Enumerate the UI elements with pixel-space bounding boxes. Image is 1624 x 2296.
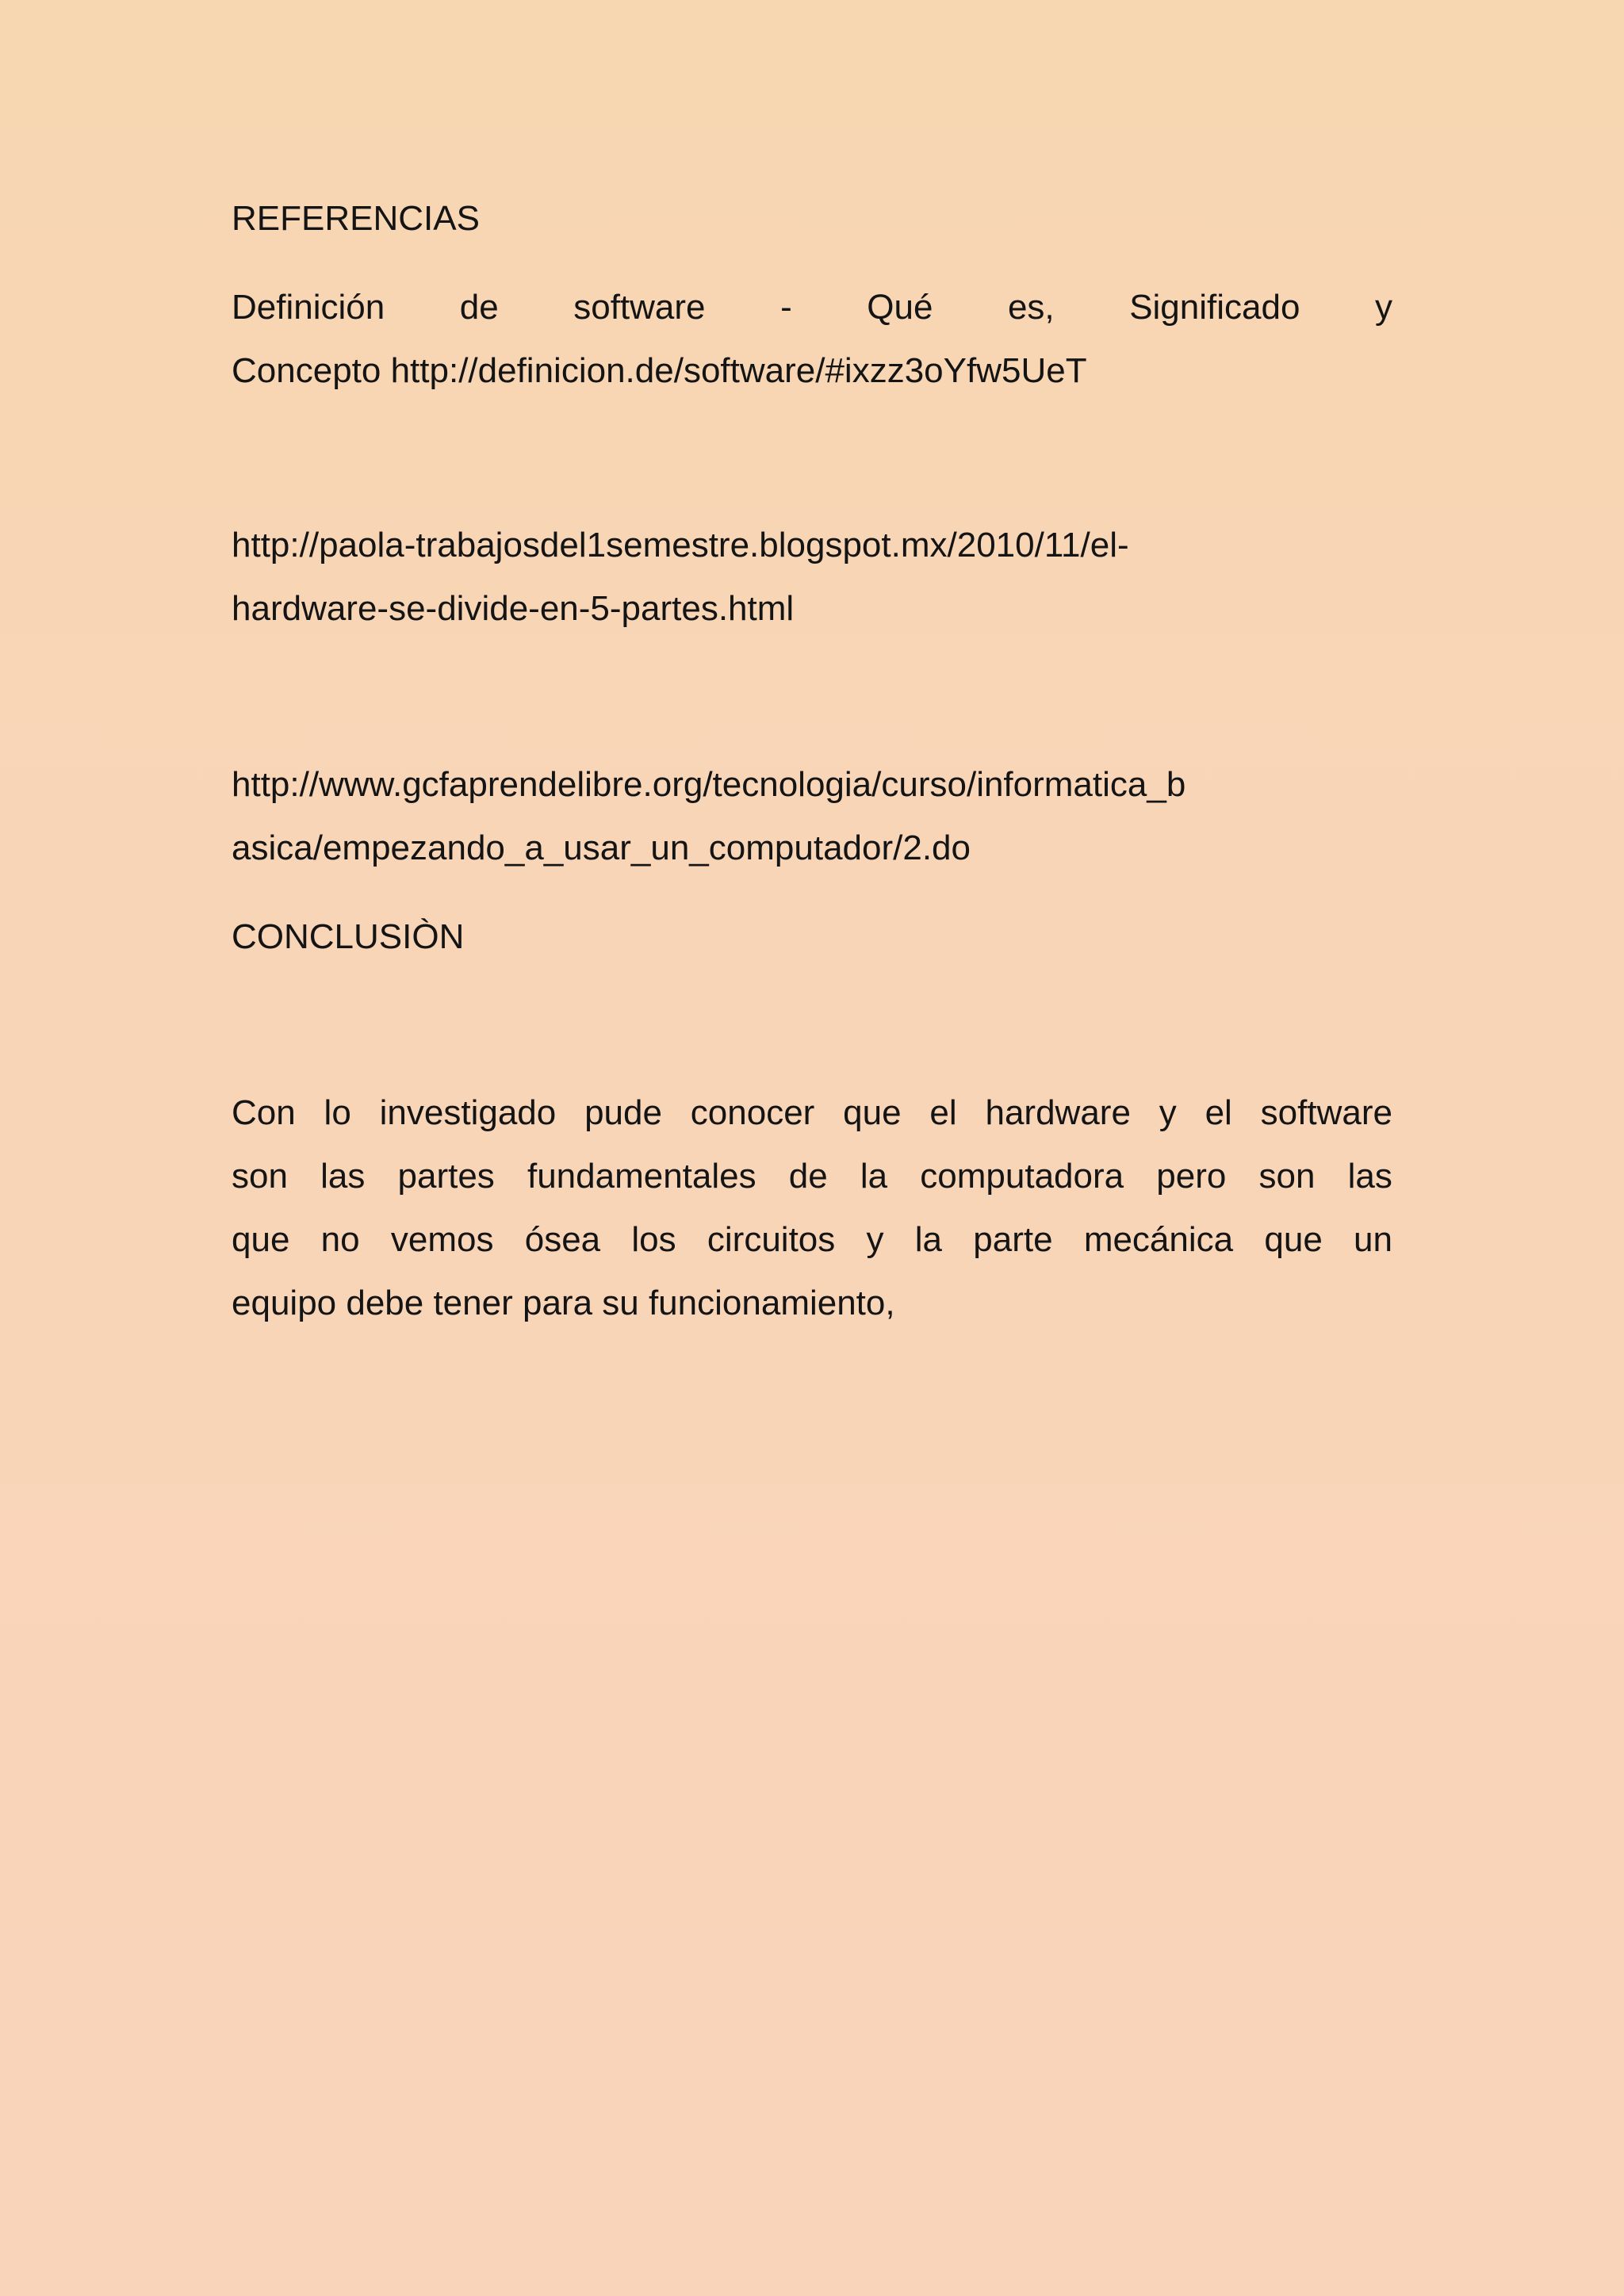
reference-item-2-line-1: http://paola-trabajosdel1semestre.blogspot.mx/2010/11/el- [232,526,1129,564]
ref1-word: y [1374,288,1392,327]
conclusion-word: son [232,1157,288,1196]
ref1-word: Definición [232,288,385,327]
conclusion-word: el [1205,1093,1232,1132]
conclusion-word: software [1260,1093,1392,1132]
conclusion-word: los [631,1220,676,1259]
conclusion-word: circuitos [707,1220,836,1259]
conclusion-word: no [320,1220,360,1259]
conclusion-word: el [929,1093,957,1132]
reference-item-1 [232,276,1392,403]
conclusion-word: fundamentales [527,1157,756,1196]
reference-item-1-line-2: Concepto http://definicion.de/software/#ixzz3oYfw5UeT [232,351,1087,390]
conclusion-word: un [1354,1220,1392,1259]
conclusion-word: las [1347,1157,1392,1196]
conclusion-word: que [232,1220,290,1259]
conclusion-word: vemos [390,1220,494,1259]
conclusion-word: y [1159,1093,1177,1132]
conclusion-word: la [914,1220,943,1259]
conclusion-word: las [320,1157,366,1196]
reference-item-3-line-2: asica/empezando_a_usar_un_computador/2.do [232,828,971,867]
conclusion-word: que [843,1093,902,1132]
conclusion-word: lo [324,1093,351,1132]
conclusion-last-line: equipo debe tener para su funcionamiento, [232,1284,895,1322]
conclusion-heading: CONCLUSIÒN [232,917,465,956]
ref1-word: es, [1007,288,1055,327]
conclusion-word: son [1258,1157,1316,1196]
ref1-word: software [573,288,706,327]
conclusion-word: investigado [379,1093,557,1132]
conclusion-word: conocer [690,1093,815,1132]
reference-item-2 [232,514,1392,641]
reference-item-1-line-1 [232,276,1392,339]
conclusion-word: parte [973,1220,1053,1259]
conclusion-word: partes [397,1157,495,1196]
ref1-word: Significado [1129,288,1300,327]
conclusion-word: pero [1156,1157,1227,1196]
conclusion-word: hardware [985,1093,1131,1132]
conclusion-word: mecánica [1083,1220,1234,1259]
conclusion-word: y [866,1220,884,1259]
reference-item-3-line-1: http://www.gcfaprendelibre.org/tecnologia/curso/informatica_b [232,765,1186,804]
conclusion-word: pude [584,1093,662,1132]
conclusion-word: computadora [920,1157,1124,1196]
ref1-word: de [459,288,499,327]
conclusion-word: de [788,1157,828,1196]
references-heading: REFERENCIAS [232,199,480,238]
document-page [232,0,1392,2296]
conclusion-line-3 [232,1208,1392,1272]
conclusion-word: la [860,1157,888,1196]
conclusion-word: que [1264,1220,1323,1259]
conclusion-word: Con [232,1093,296,1132]
conclusion-line-1 [232,1081,1392,1145]
reference-item-2-line-2: hardware-se-divide-en-5-partes.html [232,589,795,628]
conclusion-paragraph [232,1081,1392,1335]
reference-item-3 [232,753,1392,880]
ref1-word: - [780,288,792,327]
ref1-word: Qué [867,288,933,327]
conclusion-word: ósea [524,1220,601,1259]
conclusion-line-2 [232,1145,1392,1208]
